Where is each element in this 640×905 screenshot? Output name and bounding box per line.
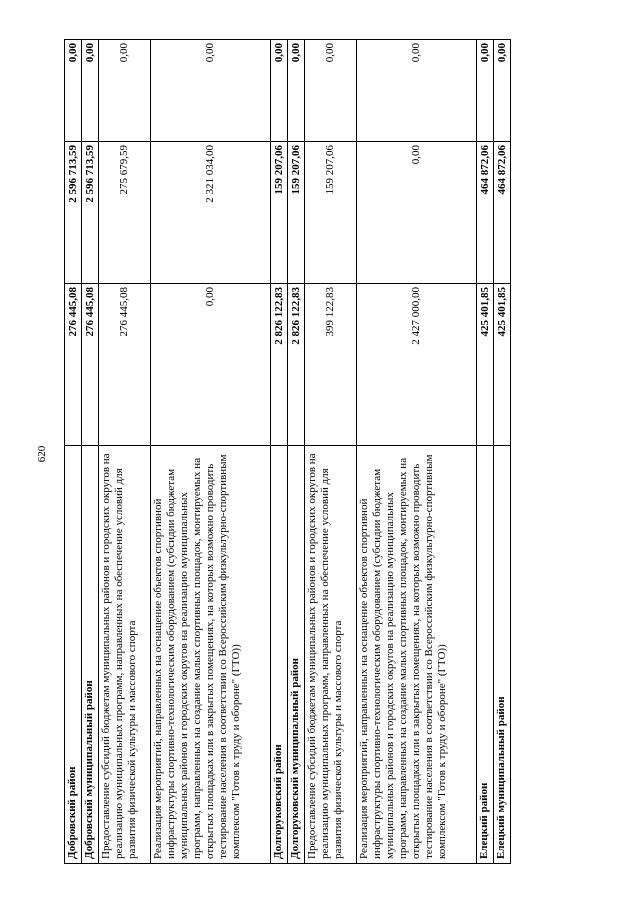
row-name: Добровский район	[65, 446, 82, 864]
row-value-2: 159 207,06	[305, 142, 357, 284]
row-value-3: 0,00	[99, 40, 151, 142]
row-value-2: 159 207,06	[271, 142, 288, 284]
row-name: Реализация мероприятий, направленных на оснащение объектов спортивной инфраструктуры спортивно-технологическим оборудованием (субсидии бюджетам муниципальных районов и городских округов на реализацию муниципальных программ, направленных на создание малых спортивных площадок, монтируемых на открытых площадках или в закрытых помещениях, на которых возможно проводить тестирование населения в соответствии со Всероссийским физкультурно-спортивным комплексом "Готов к труду и обороне" (ГТО))	[151, 446, 271, 864]
row-value-2: 2 596 713,59	[65, 142, 82, 284]
row-value-2: 464 872,06	[494, 142, 511, 284]
row-value-3: 0,00	[65, 40, 82, 142]
row-name: Елецкий район	[477, 446, 494, 864]
budget-table	[64, 39, 511, 864]
table-row	[494, 40, 511, 864]
table-row	[288, 40, 305, 864]
row-name: Елецкий муниципальный район	[494, 446, 511, 864]
row-value-2: 0,00	[357, 142, 477, 284]
row-value-2: 2 321 034,00	[151, 142, 271, 284]
row-name: Предоставление субсидий бюджетам муниципальных районов и городских округов на реализацию муниципальных программ, направленных на обеспечение условий для развития физической культуры и массового спорта	[99, 446, 151, 864]
table-row	[99, 40, 151, 864]
row-name: Долгоруковский муниципальный район	[288, 446, 305, 864]
table-row	[477, 40, 494, 864]
row-name: Добровский муниципальный район	[82, 446, 99, 864]
row-value-2: 159 207,06	[288, 142, 305, 284]
row-value-1: 425 401,85	[494, 284, 511, 446]
row-value-3: 0,00	[271, 40, 288, 142]
row-value-3: 0,00	[477, 40, 494, 142]
row-value-2: 275 679,59	[99, 142, 151, 284]
table-row	[357, 40, 477, 864]
row-value-1: 2 427 000,00	[357, 284, 477, 446]
row-value-3: 0,00	[357, 40, 477, 142]
rotated-table-container	[64, 40, 558, 864]
row-value-1: 276 445,08	[99, 284, 151, 446]
row-value-1: 2 826 122,83	[288, 284, 305, 446]
row-value-3: 0,00	[494, 40, 511, 142]
row-value-2: 464 872,06	[477, 142, 494, 284]
row-value-1: 276 445,08	[65, 284, 82, 446]
row-name: Долгоруковский район	[271, 446, 288, 864]
row-value-1: 2 826 122,83	[271, 284, 288, 446]
table-row	[65, 40, 82, 864]
page-number: 620	[36, 445, 48, 463]
row-value-1: 425 401,85	[477, 284, 494, 446]
row-name: Реализация мероприятий, направленных на оснащение объектов спортивной инфраструктуры спортивно-технологическим оборудованием (субсидии бюджетам муниципальных районов и городских округов на реализацию муниципальных программ, направленных на создание малых спортивных площадок, монтируемых на открытых площадках или в закрытых помещениях, на которых возможно проводить тестирование населения в соответствии со Всероссийским физкультурно-спортивным комплексом "Готов к труду и обороне" (ГТО))	[357, 446, 477, 864]
row-value-3: 0,00	[288, 40, 305, 142]
table-row	[271, 40, 288, 864]
row-value-1: 276 445,08	[82, 284, 99, 446]
table-row	[151, 40, 271, 864]
row-value-2: 2 596 713,59	[82, 142, 99, 284]
row-name: Предоставление субсидий бюджетам муниципальных районов и городских округов на реализацию муниципальных программ, направленных на обеспечение условий для развития физической культуры и массового спорта	[305, 446, 357, 864]
row-value-3: 0,00	[305, 40, 357, 142]
row-value-1: 0,00	[151, 284, 271, 446]
row-value-1: 399 122,83	[305, 284, 357, 446]
table-row	[82, 40, 99, 864]
row-value-3: 0,00	[151, 40, 271, 142]
table-row	[305, 40, 357, 864]
row-value-3: 0,00	[82, 40, 99, 142]
